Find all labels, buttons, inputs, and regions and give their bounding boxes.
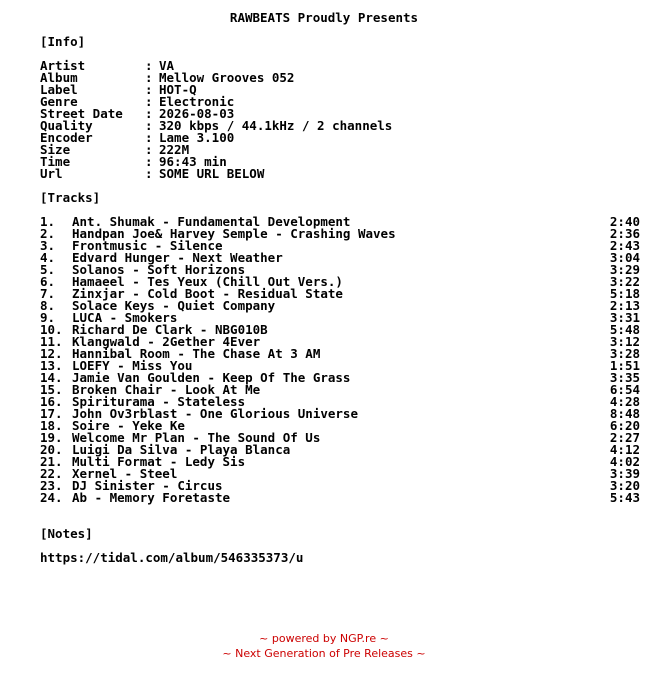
track-title: Soire - Yeke Ke — [72, 418, 185, 433]
track-title: Hamaeel - Tes Yeux (Chill Out Vers.) — [72, 274, 343, 289]
track-title: Xernel - Steel — [72, 466, 178, 481]
track-number: 13. — [40, 358, 63, 373]
track-title: Richard De Clark - NBG010B — [72, 322, 268, 337]
track-number: 15. — [40, 382, 63, 397]
nfo-document — [40, 0, 640, 564]
track-duration: 3:28 — [609, 346, 640, 361]
info-separator: : — [145, 154, 153, 169]
notes-url: https://tidal.com/album/546335373/u — [40, 550, 304, 565]
info-row — [40, 168, 640, 180]
track-title: Ant. Shumak - Fundamental Development — [72, 214, 351, 229]
track-number: 17. — [40, 406, 63, 421]
track-duration: 5:18 — [609, 286, 640, 301]
track-duration: 1:51 — [609, 358, 640, 373]
info-key: Time — [40, 154, 71, 169]
info-separator: : — [145, 94, 153, 109]
info-separator: : — [145, 58, 153, 73]
footer-powered-by: ~ powered by NGP.re ~ — [259, 632, 389, 645]
track-title: Spiriturama - Stateless — [72, 394, 246, 409]
track-title: Broken Chair - Look At Me — [72, 382, 261, 397]
track-number: 14. — [40, 370, 63, 385]
track-duration: 4:28 — [609, 394, 640, 409]
track-title: Edvard Hunger - Next Weather — [72, 250, 283, 265]
track-row — [40, 492, 640, 504]
track-duration: 5:43 — [609, 490, 640, 505]
track-duration: 4:12 — [609, 442, 640, 457]
info-key: Encoder — [40, 130, 93, 145]
info-value: 96:43 min — [159, 154, 227, 169]
info-list — [40, 60, 640, 180]
info-value: 320 kbps / 44.1kHz / 2 channels — [159, 118, 393, 133]
info-value: VA — [159, 58, 175, 73]
track-title: Zinxjar - Cold Boot - Residual State — [72, 286, 343, 301]
track-title: Ab - Memory Foretaste — [72, 490, 231, 505]
track-number: 22. — [40, 466, 63, 481]
track-number: 6. — [40, 274, 56, 289]
info-value: Lame 3.100 — [159, 130, 235, 145]
track-title: John Ov3rblast - One Glorious Universe — [72, 406, 358, 421]
info-value: HOT-Q — [159, 82, 197, 97]
info-key: Street Date — [40, 106, 123, 121]
info-key: Quality — [40, 118, 93, 133]
track-duration: 8:48 — [609, 406, 640, 421]
track-duration: 3:29 — [609, 262, 640, 277]
track-duration: 2:36 — [609, 226, 640, 241]
track-duration: 3:39 — [609, 466, 640, 481]
info-key: Label — [40, 82, 78, 97]
track-number: 23. — [40, 478, 63, 493]
info-value: SOME URL BELOW — [159, 166, 265, 181]
info-row — [40, 84, 640, 96]
track-number: 24. — [40, 490, 63, 505]
track-number: 2. — [40, 226, 56, 241]
info-separator: : — [145, 130, 153, 145]
track-duration: 2:43 — [609, 238, 640, 253]
track-title: DJ Sinister - Circus — [72, 478, 223, 493]
track-number: 16. — [40, 394, 63, 409]
info-separator: : — [145, 82, 153, 97]
info-heading: [Info] — [40, 34, 86, 49]
track-number: 20. — [40, 442, 63, 457]
track-number: 7. — [40, 286, 56, 301]
track-number: 11. — [40, 334, 63, 349]
track-number: 3. — [40, 238, 56, 253]
track-title: Hannibal Room - The Chase At 3 AM — [72, 346, 321, 361]
info-value: Mellow Grooves 052 — [159, 70, 295, 85]
info-key: Genre — [40, 94, 78, 109]
info-key: Url — [40, 166, 63, 181]
track-title: Multi Format - Ledy Sis — [72, 454, 246, 469]
info-row — [40, 132, 640, 144]
info-row — [40, 156, 640, 168]
info-value: 222M — [159, 142, 190, 157]
track-title: LOEFY - Miss You — [72, 358, 193, 373]
track-duration: 2:40 — [609, 214, 640, 229]
track-title: Frontmusic - Silence — [72, 238, 223, 253]
info-value: Electronic — [159, 94, 235, 109]
info-key: Artist — [40, 58, 86, 73]
track-title: Handpan Joe& Harvey Semple - Crashing Waves — [72, 226, 396, 241]
track-duration: 2:13 — [609, 298, 640, 313]
tracks-heading: [Tracks] — [40, 190, 101, 205]
info-separator: : — [145, 118, 153, 133]
track-title: Solace Keys - Quiet Company — [72, 298, 276, 313]
notes-heading: [Notes] — [40, 526, 93, 541]
track-number: 21. — [40, 454, 63, 469]
info-row — [40, 96, 640, 108]
track-duration: 6:20 — [609, 418, 640, 433]
track-number: 9. — [40, 310, 56, 325]
track-duration: 4:02 — [609, 454, 640, 469]
track-list — [40, 216, 640, 504]
track-number: 10. — [40, 322, 63, 337]
page-title: RAWBEATS Proudly Presents — [229, 10, 419, 25]
track-title: Welcome Mr Plan - The Sound Of Us — [72, 430, 321, 445]
track-title: Jamie Van Goulden - Keep Of The Grass — [72, 370, 351, 385]
track-number: 18. — [40, 418, 63, 433]
info-separator: : — [145, 106, 153, 121]
track-title: Solanos - Soft Horizons — [72, 262, 246, 277]
info-key: Size — [40, 142, 71, 157]
track-duration: 3:20 — [609, 478, 640, 493]
info-key: Album — [40, 70, 78, 85]
track-duration: 3:31 — [609, 310, 640, 325]
track-duration: 3:04 — [609, 250, 640, 265]
track-number: 12. — [40, 346, 63, 361]
track-title: LUCA - Smokers — [72, 310, 178, 325]
footer — [0, 631, 648, 661]
info-separator: : — [145, 70, 153, 85]
track-duration: 3:35 — [609, 370, 640, 385]
track-title: Luigi Da Silva - Playa Blanca — [72, 442, 291, 457]
track-number: 1. — [40, 214, 56, 229]
track-number: 19. — [40, 430, 63, 445]
track-duration: 6:54 — [609, 382, 640, 397]
track-duration: 3:22 — [609, 274, 640, 289]
track-duration: 5:48 — [609, 322, 640, 337]
track-duration: 2:27 — [609, 430, 640, 445]
track-duration: 3:12 — [609, 334, 640, 349]
info-separator: : — [145, 142, 153, 157]
track-number: 4. — [40, 250, 56, 265]
info-row — [40, 144, 640, 156]
footer-tagline: ~ Next Generation of Pre Releases ~ — [222, 647, 426, 660]
info-row — [40, 72, 640, 84]
track-number: 5. — [40, 262, 56, 277]
info-row — [40, 120, 640, 132]
track-title: Klangwald - 2Gether 4Ever — [72, 334, 261, 349]
track-number: 8. — [40, 298, 56, 313]
info-separator: : — [145, 166, 153, 181]
info-row — [40, 60, 640, 72]
info-value: 2026-08-03 — [159, 106, 235, 121]
